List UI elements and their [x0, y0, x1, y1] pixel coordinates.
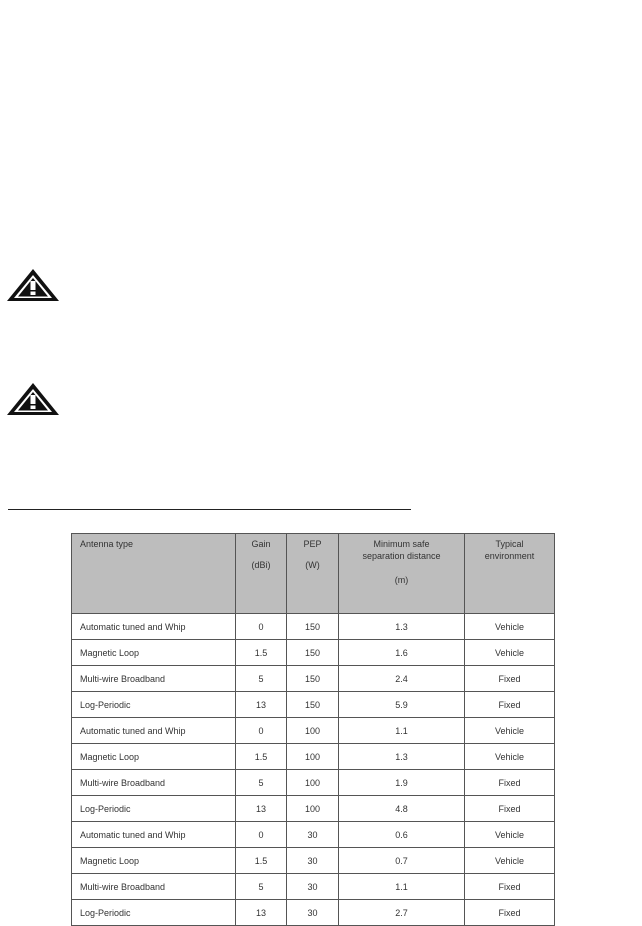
- cell-pep: 100: [287, 744, 339, 770]
- cell-environment: Vehicle: [465, 640, 555, 666]
- cell-pep: 100: [287, 770, 339, 796]
- header-antenna-type: Antenna type: [72, 534, 236, 614]
- cell-pep: 30: [287, 848, 339, 874]
- cell-antenna-type: Magnetic Loop: [72, 640, 236, 666]
- cell-gain: 0: [236, 822, 287, 848]
- warning-triangle-icon: [6, 382, 60, 416]
- cell-antenna-type: Automatic tuned and Whip: [72, 614, 236, 640]
- table-row: [72, 874, 555, 900]
- cell-pep: 30: [287, 822, 339, 848]
- cell-antenna-type: Log-Periodic: [72, 900, 236, 926]
- cell-gain: 1.5: [236, 744, 287, 770]
- header-pep: PEP (W): [287, 534, 339, 614]
- header-min-distance: Minimum safe separation distance (m): [339, 534, 465, 614]
- cell-environment: Vehicle: [465, 718, 555, 744]
- table-row: [72, 614, 555, 640]
- cell-environment: Vehicle: [465, 614, 555, 640]
- header-gain: Gain (dBi): [236, 534, 287, 614]
- cell-environment: Fixed: [465, 900, 555, 926]
- table-row: [72, 744, 555, 770]
- table-row: [72, 796, 555, 822]
- cell-distance: 1.6: [339, 640, 465, 666]
- cell-pep: 100: [287, 796, 339, 822]
- cell-environment: Vehicle: [465, 848, 555, 874]
- cell-gain: 5: [236, 874, 287, 900]
- cell-antenna-type: Multi-wire Broadband: [72, 770, 236, 796]
- warning-triangle-icon: [6, 268, 60, 302]
- separation-distance-table: [71, 533, 555, 926]
- cell-gain: 13: [236, 900, 287, 926]
- cell-gain: 1.5: [236, 640, 287, 666]
- cell-distance: 5.9: [339, 692, 465, 718]
- cell-antenna-type: Automatic tuned and Whip: [72, 718, 236, 744]
- cell-gain: 13: [236, 692, 287, 718]
- cell-antenna-type: Magnetic Loop: [72, 848, 236, 874]
- table-row: [72, 770, 555, 796]
- cell-environment: Fixed: [465, 770, 555, 796]
- cell-distance: 1.9: [339, 770, 465, 796]
- cell-gain: 1.5: [236, 848, 287, 874]
- cell-environment: Fixed: [465, 666, 555, 692]
- table-header-row: [72, 534, 555, 614]
- cell-distance: 4.8: [339, 796, 465, 822]
- cell-gain: 0: [236, 614, 287, 640]
- cell-distance: 2.4: [339, 666, 465, 692]
- cell-distance: 1.1: [339, 874, 465, 900]
- table-row: [72, 822, 555, 848]
- cell-environment: Vehicle: [465, 822, 555, 848]
- table-row: [72, 692, 555, 718]
- cell-antenna-type: Log-Periodic: [72, 796, 236, 822]
- cell-distance: 1.1: [339, 718, 465, 744]
- cell-pep: 30: [287, 900, 339, 926]
- cell-environment: Fixed: [465, 874, 555, 900]
- table-row: [72, 666, 555, 692]
- cell-pep: 150: [287, 614, 339, 640]
- header-environment: Typical environment: [465, 534, 555, 614]
- cell-antenna-type: Multi-wire Broadband: [72, 874, 236, 900]
- cell-distance: 2.7: [339, 900, 465, 926]
- cell-distance: 0.7: [339, 848, 465, 874]
- cell-pep: 150: [287, 666, 339, 692]
- cell-gain: 0: [236, 718, 287, 744]
- table-row: [72, 640, 555, 666]
- cell-gain: 5: [236, 666, 287, 692]
- cell-gain: 5: [236, 770, 287, 796]
- horizontal-rule: [8, 509, 411, 510]
- cell-pep: 100: [287, 718, 339, 744]
- cell-distance: 1.3: [339, 744, 465, 770]
- cell-environment: Fixed: [465, 692, 555, 718]
- cell-environment: Vehicle: [465, 744, 555, 770]
- table-row: [72, 848, 555, 874]
- cell-environment: Fixed: [465, 796, 555, 822]
- cell-antenna-type: Multi-wire Broadband: [72, 666, 236, 692]
- cell-distance: 0.6: [339, 822, 465, 848]
- table-row: [72, 718, 555, 744]
- cell-gain: 13: [236, 796, 287, 822]
- cell-pep: 150: [287, 640, 339, 666]
- cell-antenna-type: Log-Periodic: [72, 692, 236, 718]
- cell-distance: 1.3: [339, 614, 465, 640]
- cell-antenna-type: Automatic tuned and Whip: [72, 822, 236, 848]
- cell-pep: 30: [287, 874, 339, 900]
- cell-pep: 150: [287, 692, 339, 718]
- cell-antenna-type: Magnetic Loop: [72, 744, 236, 770]
